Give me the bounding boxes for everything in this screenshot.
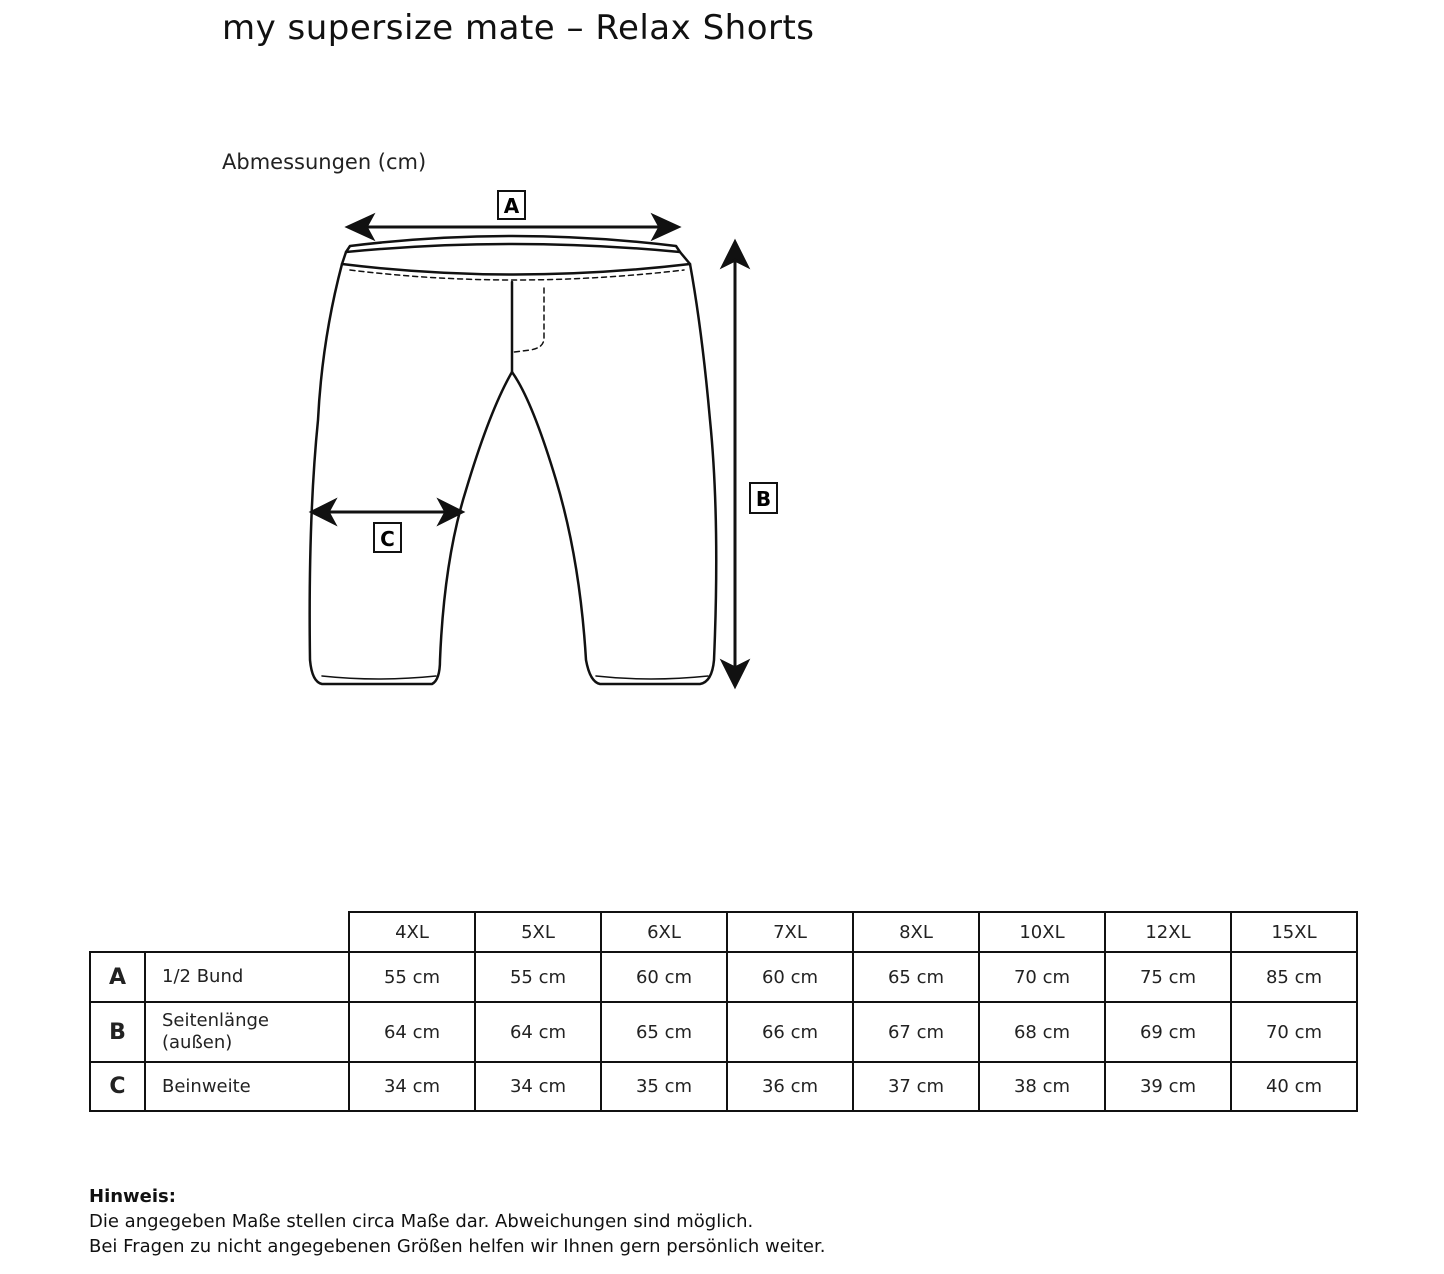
svg-text:C: C bbox=[380, 527, 395, 551]
table-cell: 38 cm bbox=[979, 1062, 1105, 1111]
arrow-c bbox=[312, 501, 462, 523]
table-cell: 34 cm bbox=[349, 1062, 475, 1111]
shorts-outline bbox=[310, 236, 717, 684]
note-title: Hinweis: bbox=[89, 1186, 176, 1207]
table-cell: 65 cm bbox=[601, 1002, 727, 1062]
table-row bbox=[90, 1002, 1357, 1062]
row-name-line1: Seitenlänge bbox=[162, 1010, 269, 1031]
waistband-top bbox=[346, 236, 680, 252]
table-cell: 55 cm bbox=[475, 952, 601, 1002]
label-box-c bbox=[374, 523, 401, 552]
note-line: Die angegeben Maße stellen circa Maße dar. Abweichungen sind möglich. bbox=[89, 1211, 754, 1232]
size-table bbox=[89, 911, 1358, 1112]
dimensions-label: Abmessungen (cm) bbox=[222, 150, 427, 174]
row-name bbox=[145, 1002, 349, 1062]
size-header: 6XL bbox=[601, 912, 727, 952]
size-header: 12XL bbox=[1105, 912, 1231, 952]
table-cell: 35 cm bbox=[601, 1062, 727, 1111]
size-header: 4XL bbox=[349, 912, 475, 952]
table-row bbox=[90, 952, 1357, 1002]
table-cell: 40 cm bbox=[1231, 1062, 1357, 1111]
svg-text:A: A bbox=[503, 194, 520, 218]
size-header: 10XL bbox=[979, 912, 1105, 952]
arrow-b bbox=[723, 242, 747, 686]
row-letter: C bbox=[90, 1062, 145, 1111]
note bbox=[89, 1184, 825, 1259]
table-cell: 37 cm bbox=[853, 1062, 979, 1111]
row-name: Beinweite bbox=[145, 1062, 349, 1111]
table-cell: 64 cm bbox=[349, 1002, 475, 1062]
table-cell: 34 cm bbox=[475, 1062, 601, 1111]
size-header-row bbox=[90, 912, 1357, 952]
label-box-a bbox=[498, 191, 525, 219]
right-hem bbox=[596, 676, 708, 679]
label-box-b bbox=[750, 483, 777, 513]
table-cell: 67 cm bbox=[853, 1002, 979, 1062]
row-name: 1/2 Bund bbox=[145, 952, 349, 1002]
size-header: 7XL bbox=[727, 912, 853, 952]
table-cell: 60 cm bbox=[601, 952, 727, 1002]
size-header: 15XL bbox=[1231, 912, 1357, 952]
table-cell: 66 cm bbox=[727, 1002, 853, 1062]
table-cell: 36 cm bbox=[727, 1062, 853, 1111]
fly-stitch bbox=[514, 288, 544, 352]
left-hem bbox=[322, 676, 436, 679]
table-cell: 39 cm bbox=[1105, 1062, 1231, 1111]
table-cell: 85 cm bbox=[1231, 952, 1357, 1002]
table-cell: 60 cm bbox=[727, 952, 853, 1002]
row-letter: A bbox=[90, 952, 145, 1002]
waistband bbox=[342, 252, 690, 275]
table-cell: 70 cm bbox=[979, 952, 1105, 1002]
table-cell: 55 cm bbox=[349, 952, 475, 1002]
table-cell: 64 cm bbox=[475, 1002, 601, 1062]
row-letter: B bbox=[90, 1002, 145, 1062]
table-cell: 75 cm bbox=[1105, 952, 1231, 1002]
table-cell: 65 cm bbox=[853, 952, 979, 1002]
table-cell: 70 cm bbox=[1231, 1002, 1357, 1062]
page-title: my supersize mate – Relax Shorts bbox=[222, 8, 815, 48]
table-cell: 69 cm bbox=[1105, 1002, 1231, 1062]
size-header: 8XL bbox=[853, 912, 979, 952]
svg-text:B: B bbox=[755, 487, 772, 511]
table-cell: 68 cm bbox=[979, 1002, 1105, 1062]
note-line: Bei Fragen zu nicht angegebenen Größen helfen wir Ihnen gern persönlich weiter. bbox=[89, 1236, 826, 1257]
row-name-line2: (außen) bbox=[162, 1032, 233, 1053]
size-header: 5XL bbox=[475, 912, 601, 952]
table-row bbox=[90, 1062, 1357, 1111]
